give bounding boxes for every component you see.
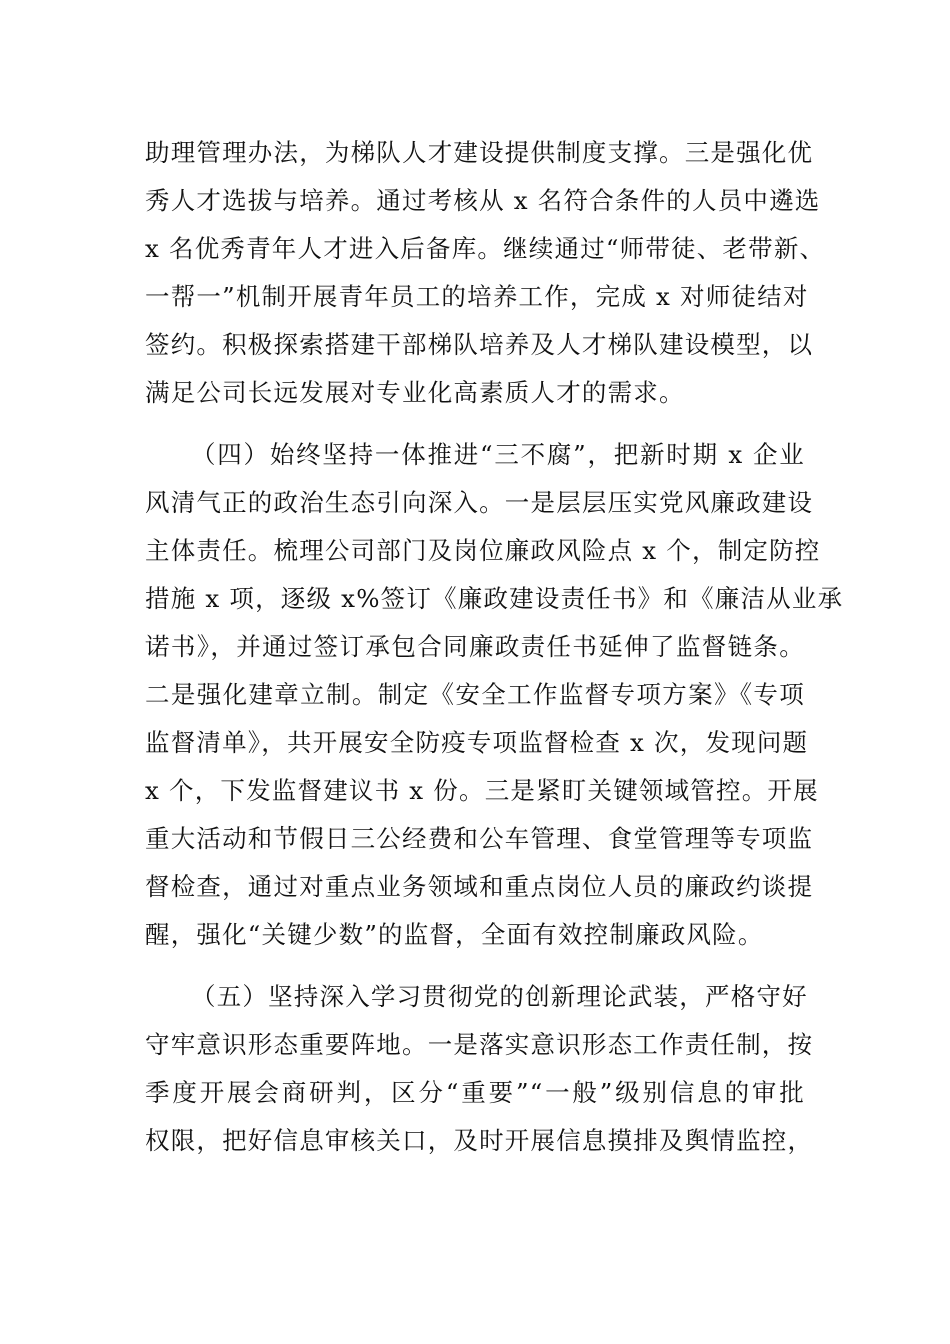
paragraph-line: 秀人才选拔与培养。通过考核从 x 名符合条件的人员中遴选 [145, 186, 821, 215]
paragraph-line: 督检查，通过对重点业务领域和重点岗位人员的廉政约谈提 [145, 872, 814, 901]
paragraph-line: 满足公司长远发展对专业化高素质人才的需求。 [145, 378, 685, 407]
paragraph-line: 二是强化建章立制。制定《安全工作监督专项方案》《专项 [145, 680, 805, 709]
paragraph-line: 签约。积极探索搭建干部梯队培养及人才梯队建设模型，以 [145, 330, 814, 359]
paragraph-line: 诺书》，并通过签订承包合同廉政责任书延伸了监督链条。 [145, 632, 805, 661]
document-body [145, 129, 844, 1165]
paragraph-line: 主体责任。梳理公司部门及岗位廉政风险点 x 个，制定防控 [145, 536, 821, 565]
paragraph-line: 措施 x 项，逐级 x%签订《廉政建设责任书》和《廉洁从业承 [145, 584, 844, 613]
paragraph-line: 重大活动和节假日三公经费和公车管理、食堂管理等专项监 [145, 824, 814, 853]
paragraph-line: 监督清单》，共开展安全防疫专项监督检查 x 次，发现问题 [145, 728, 809, 757]
paragraph-line: 助理管理办法，为梯队人才建设提供制度支撑。三是强化优 [145, 138, 814, 167]
paragraph-line: 季度开展会商研判，区分“重要”“一般”级别信息的审批 [145, 1078, 805, 1107]
paragraph-line: x 个，下发监督建议书 x 份。三是紧盯关键领域管控。开展 [145, 776, 819, 805]
paragraph-spacer [145, 959, 805, 973]
paragraph-spacer [145, 417, 805, 431]
section-heading-line: （五）坚持深入学习贯彻党的创新理论武装，严格守好 [191, 982, 808, 1011]
paragraph-line: x 名优秀青年人才进入后备库。继续通过“师带徒、老带新、 [145, 234, 826, 263]
paragraph-line: 守牢意识形态重要阵地。一是落实意识形态工作责任制，按 [145, 1030, 814, 1059]
paragraph-line: 醒，强化“关键少数”的监督，全面有效控制廉政风险。 [145, 920, 764, 949]
paragraph-line: 风清气正的政治生态引向深入。一是层层压实党风廉政建设 [145, 488, 814, 517]
section-heading-line: （四）始终坚持一体推进“三不腐”，把新时期 x 企业 [191, 440, 805, 469]
paragraph-line: 一帮一”机制开展青年员工的培养工作，完成 x 对师徒结对 [145, 282, 809, 311]
paragraph-line: 权限，把好信息审核关口，及时开展信息摸排及舆情监控， [145, 1126, 814, 1155]
